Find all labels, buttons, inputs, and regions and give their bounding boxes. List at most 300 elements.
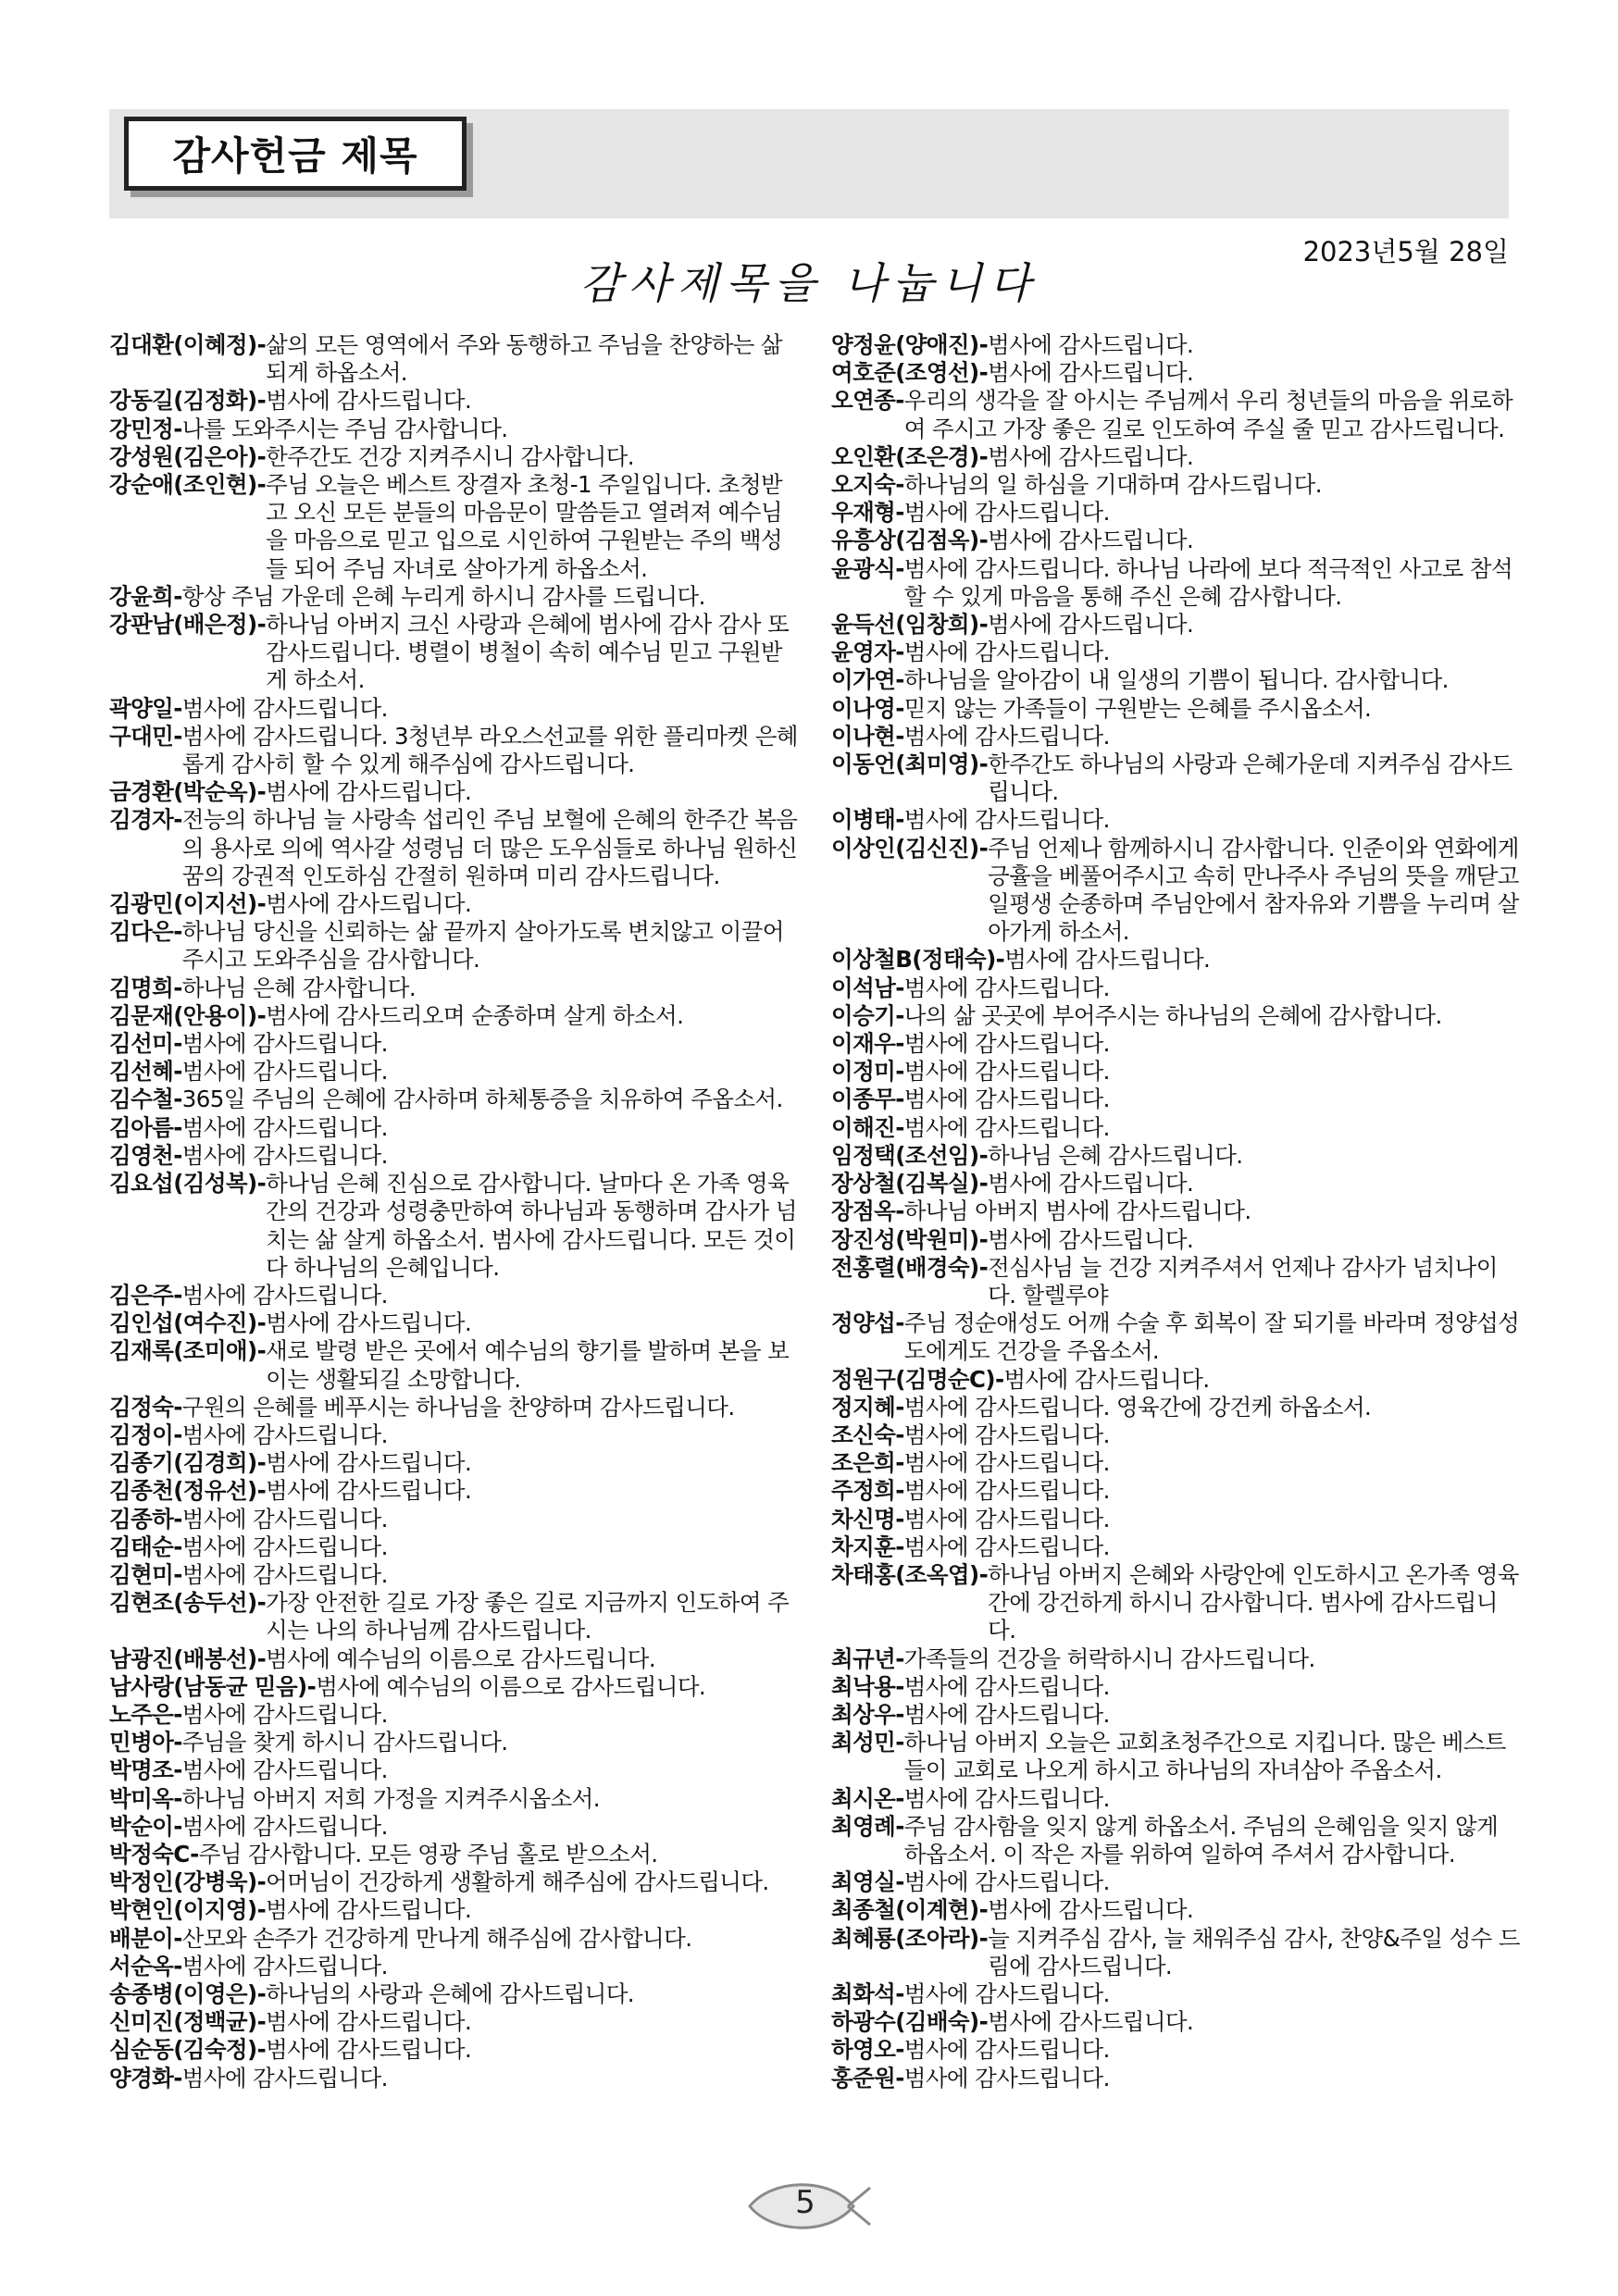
entry-message: 범사에 감사드립니다.	[903, 1449, 1110, 1477]
entry-name: 김정이-	[109, 1421, 182, 1448]
thanks-entry	[831, 1254, 1522, 1309]
entry-message: 범사에 감사드립니다.	[903, 639, 1110, 666]
entry-message: 범사에 감사드립니다.	[1003, 1365, 1210, 1393]
entry-name: 윤광식-	[831, 554, 904, 582]
entry-name: 남사랑(남동균 믿음)-	[109, 1672, 317, 1700]
entry-message: 범사에 감사드립니다.	[903, 722, 1110, 750]
thanks-entry	[831, 1813, 1522, 1868]
entry-message: 범사에 감사드립니다.	[988, 442, 1194, 470]
thanks-entry	[109, 1673, 800, 1701]
entry-message: 범사에 감사드립니다.	[903, 1700, 1110, 1728]
issue-date: 2023년5월 28일	[1302, 236, 1509, 267]
entry-name: 장점옥-	[831, 1198, 904, 1225]
entry-name: 하영오-	[831, 2036, 904, 2064]
thanks-entry	[831, 666, 1522, 694]
entry-message: 믿지 않는 가족들이 구원받는 은혜를 주시옵소서.	[903, 694, 1372, 722]
entry-name: 이가연-	[831, 666, 904, 694]
thanks-entry	[109, 1477, 800, 1505]
entry-message: 한주간도 하나님의 사랑과 은혜가운데 지켜주심 감사드립니다.	[988, 751, 1512, 806]
entry-name: 김종천(정유선)-	[109, 1477, 267, 1505]
entry-name: 차태홍(조옥엽)-	[831, 1560, 989, 1588]
entry-name: 최화석-	[831, 1980, 904, 2007]
entry-name: 김은주-	[109, 1281, 182, 1309]
entry-name: 양경화-	[109, 2064, 182, 2091]
entry-name: 구대민-	[109, 722, 182, 750]
entry-message: 범사에 감사드립니다.	[988, 1896, 1194, 1924]
thanks-entry	[831, 1925, 1522, 1980]
thanks-entry	[109, 695, 800, 723]
entry-name: 박순이-	[109, 1812, 182, 1840]
thanks-entry	[831, 443, 1522, 471]
entry-message: 범사에 감사드립니다.	[181, 1533, 388, 1560]
thanks-entry	[831, 359, 1522, 387]
entry-name: 이정미-	[831, 1058, 904, 1086]
thanks-entry	[831, 1785, 1522, 1813]
entry-name: 최영실-	[831, 1868, 904, 1896]
entry-message: 범사에 감사드립니다.	[903, 1980, 1110, 2007]
thanks-entry	[831, 1868, 1522, 1896]
entry-name: 윤득선(임창희)-	[831, 611, 989, 639]
entry-message: 하나님 은혜 감사드립니다.	[988, 1141, 1243, 1169]
entry-name: 강성원(김은아)-	[109, 442, 267, 470]
thanks-entry	[831, 835, 1522, 947]
entry-message: 전능의 하나님 늘 사랑속 섭리인 주님 보혈에 은혜의 한주간 복음의 용사로 의에 역사갈 성령님 더 많은 도우심들로 하나님 원하신 꿈의 강권적 인도하심 간절히 원하며 미리 감사드립니다.	[181, 806, 798, 889]
entry-name: 곽양일-	[109, 694, 182, 722]
thanks-entry	[109, 331, 800, 387]
entry-message: 나의 삶 곳곳에 부어주시는 하나님의 은혜에 감사합니다.	[903, 1001, 1442, 1029]
entry-message: 범사에 감사드립니다.	[903, 1113, 1110, 1141]
entry-message: 범사에 감사드립니다.	[181, 1030, 388, 1058]
entry-name: 강판남(배은정)-	[109, 611, 267, 639]
thanks-entry	[831, 1226, 1522, 1254]
thanks-entry	[831, 1058, 1522, 1086]
entry-message: 범사에 예수님의 이름으로 감사드립니다.	[266, 1644, 656, 1672]
entry-name: 김태순-	[109, 1533, 182, 1560]
entry-message: 범사에 감사드립니다.	[181, 1141, 388, 1169]
thanks-entry	[831, 1086, 1522, 1113]
entry-message: 범사에 감사드리오며 순종하며 살게 하소서.	[266, 1001, 684, 1029]
thanks-entry	[109, 2036, 800, 2064]
entry-message: 하나님 은혜 감사합니다.	[181, 974, 417, 1001]
entry-message: 전심사님 늘 건강 지켜주셔서 언제나 감사가 넘치나이다. 할렐루야	[988, 1253, 1498, 1309]
entry-name: 이해진-	[831, 1113, 904, 1141]
entry-message: 범사에 예수님의 이름으로 감사드립니다.	[316, 1672, 706, 1700]
section-subtitle: 감사제목을 나눕니다	[579, 258, 1039, 308]
entry-message: 구원의 은혜를 베푸시는 하나님을 찬양하며 감사드립니다.	[181, 1393, 735, 1421]
entry-name: 최시온-	[831, 1784, 904, 1812]
thanks-entry	[109, 1980, 800, 2008]
thanks-entry	[109, 611, 800, 695]
thanks-entry	[831, 527, 1522, 554]
page-number: 5	[795, 2184, 815, 2221]
entry-message: 주님 감사함을 잊지 않게 하옵소서. 주님의 은혜임을 잊지 않게 하옵소서. 이 작은 자를 위하여 일하여 주셔서 감사합니다.	[903, 1812, 1499, 1868]
entry-message: 범사에 감사드립니다.	[181, 1560, 388, 1588]
entry-message: 늘 지켜주심 감사, 늘 채워주심 감사, 찬양&주일 성수 드림에 감사드립니다.	[988, 1924, 1520, 1980]
entry-message: 하나님 은혜 진심으로 감사합니다. 날마다 온 가족 영육간의 건강과 성령충만하여 하나님과 동행하며 감사가 넘치는 삶 살게 하옵소서. 범사에 감사드립니다. 모든 것이 다 하나님의 은혜입니다.	[266, 1170, 797, 1281]
entry-message: 범사에 감사드립니다.	[181, 1281, 388, 1309]
entry-message: 범사에 감사드립니다.	[181, 1756, 388, 1784]
thanks-entry	[831, 1394, 1522, 1421]
thanks-entry	[831, 1142, 1522, 1170]
thanks-entry	[109, 1589, 800, 1644]
entry-name: 김인섭(여수진)-	[109, 1309, 267, 1337]
entry-message: 하나님 당신을 신뢰하는 삶 끝까지 살아가도록 변치않고 이끌어주시고 도와주심을 감사합니다.	[181, 918, 784, 974]
entry-name: 양정윤(양애진)-	[831, 331, 989, 358]
thanks-entry	[831, 1506, 1522, 1533]
entry-name: 최상우-	[831, 1700, 904, 1728]
entry-message: 범사에 감사드립니다.	[903, 1533, 1110, 1560]
thanks-entry	[831, 639, 1522, 666]
thanks-entry	[109, 1394, 800, 1421]
thanks-entry	[109, 1170, 800, 1282]
thanks-entry	[109, 918, 800, 974]
entry-message: 범사에 감사드립니다.	[181, 1700, 388, 1728]
thanks-entry	[109, 1868, 800, 1896]
entry-message: 범사에 감사드립니다.	[266, 2008, 472, 2036]
thanks-entry	[109, 1785, 800, 1813]
entry-name: 이상철B(정태숙)-	[831, 946, 1005, 974]
entry-name: 노주은-	[109, 1700, 182, 1728]
thanks-entry	[831, 1980, 1522, 2008]
entry-message: 범사에 감사드립니다.	[266, 1477, 472, 1505]
entry-name: 유흥상(김점옥)-	[831, 527, 989, 554]
entry-name: 김종하-	[109, 1505, 182, 1533]
thanks-entry	[831, 1561, 1522, 1645]
entry-message: 새로 발령 받은 곳에서 예수님의 향기를 발하며 본을 보이는 생활되길 소망합니다.	[266, 1337, 790, 1393]
entry-message: 범사에 감사드립니다.	[903, 806, 1110, 834]
thanks-entry	[109, 1506, 800, 1533]
entry-name: 이승기-	[831, 1001, 904, 1029]
thanks-entry	[109, 1729, 800, 1756]
entry-name: 강동길(김정화)-	[109, 387, 267, 415]
entry-name: 주정희-	[831, 1477, 904, 1505]
entry-message: 하나님을 알아감이 내 일생의 기쁨이 됩니다. 감사합니다.	[903, 666, 1449, 694]
entry-name: 정원구(김명순C)-	[831, 1365, 1004, 1393]
entry-name: 김수철-	[109, 1086, 182, 1113]
thanks-entry	[831, 1449, 1522, 1477]
entry-message: 범사에 감사드립니다.	[181, 1058, 388, 1086]
entry-message: 하나님의 사랑과 은혜에 감사드립니다.	[266, 1980, 634, 2007]
entry-name: 우재형-	[831, 499, 904, 527]
entry-name: 금경환(박순옥)-	[109, 778, 267, 806]
entry-name: 남광진(배봉선)-	[109, 1644, 267, 1672]
entry-name: 전홍렬(배경숙)-	[831, 1253, 989, 1281]
entry-message: 하나님 아버지 저희 가정을 지켜주시옵소서.	[181, 1784, 600, 1812]
entry-name: 이상인(김신진)-	[831, 834, 989, 862]
entry-name: 윤영자-	[831, 639, 904, 666]
thanks-entry	[109, 1896, 800, 1924]
entry-name: 강민정-	[109, 415, 182, 442]
thanks-entry	[831, 1896, 1522, 1924]
entry-message: 범사에 감사드립니다. 영육간에 강건케 하옵소서.	[903, 1393, 1372, 1421]
entry-name: 박현인(이지영)-	[109, 1896, 267, 1924]
entry-name: 오지숙-	[831, 471, 904, 499]
entry-message: 범사에 감사드립니다.	[181, 1421, 388, 1448]
entry-name: 최규년-	[831, 1644, 904, 1672]
thanks-entry	[831, 1477, 1522, 1505]
entry-name: 최성민-	[831, 1729, 904, 1756]
thanks-entry	[109, 471, 800, 583]
entry-message: 범사에 감사드립니다.	[266, 1449, 472, 1477]
entry-name: 김선혜-	[109, 1058, 182, 1086]
page-title: 감사헌금 제목	[124, 117, 467, 191]
entry-message: 범사에 감사드립니다.	[903, 1868, 1110, 1896]
entry-name: 오연종-	[831, 387, 904, 415]
entry-name: 최혜룡(조아라)-	[831, 1924, 989, 1952]
thanks-entry	[831, 499, 1522, 527]
thanks-entry	[831, 1645, 1522, 1673]
entry-name: 김경자-	[109, 806, 182, 834]
entry-message: 하나님 아버지 오늘은 교회초청주간으로 지킵니다. 많은 베스트들이 교회로 나오게 하시고 하나님의 자녀삼아 주옵소서.	[903, 1729, 1506, 1784]
entry-name: 최영례-	[831, 1812, 904, 1840]
entry-message: 범사에 감사드립니다.	[903, 1784, 1110, 1812]
entry-name: 박정숙C-	[109, 1840, 199, 1868]
entry-message: 하나님의 일 하심을 기대하며 감사드립니다.	[903, 471, 1322, 499]
thanks-entry	[831, 1701, 1522, 1729]
entry-message: 항상 주님 가운데 은혜 누리게 하시니 감사를 드립니다.	[181, 582, 705, 610]
thanks-entry	[109, 1841, 800, 1868]
entry-name: 송종병(이영은)-	[109, 1980, 267, 2007]
thanks-entry	[109, 443, 800, 471]
entry-name: 최종철(이계현)-	[831, 1896, 989, 1924]
thanks-entry	[831, 1030, 1522, 1058]
entry-message: 범사에 감사드립니다.	[181, 2064, 388, 2091]
thanks-entry	[109, 778, 800, 806]
thanks-entry	[831, 946, 1522, 974]
thanks-entry	[831, 387, 1522, 442]
thanks-entry	[109, 1114, 800, 1142]
thanks-entry	[831, 806, 1522, 834]
entry-message: 범사에 감사드립니다.	[903, 2064, 1110, 2091]
entry-message: 범사에 감사드립니다.	[903, 2036, 1110, 2064]
thanks-entry	[831, 1114, 1522, 1142]
entry-message: 나를 도와주시는 주님 감사합니다.	[181, 415, 508, 442]
entry-message: 범사에 감사드립니다.	[181, 694, 388, 722]
thanks-entry	[109, 1953, 800, 1980]
thanks-entry	[109, 1813, 800, 1841]
entry-name: 김정숙-	[109, 1393, 182, 1421]
entry-name: 장진성(박원미)-	[831, 1225, 989, 1253]
thanks-entry	[831, 723, 1522, 751]
entry-name: 심순동(김숙정)-	[109, 2036, 267, 2064]
entry-name: 박정인(강병욱)-	[109, 1868, 267, 1896]
entry-message: 범사에 감사드립니다.	[266, 2036, 472, 2064]
entry-name: 이석남-	[831, 974, 904, 1001]
entry-message: 범사에 감사드립니다.	[903, 1672, 1110, 1700]
entry-name: 이종무-	[831, 1086, 904, 1113]
thanks-entry	[109, 583, 800, 611]
entry-name: 강순애(조인현)-	[109, 471, 267, 499]
entry-message: 어머님이 건강하게 생활하게 해주심에 감사드립니다.	[266, 1868, 769, 1896]
entry-message: 범사에 감사드립니다.	[266, 890, 472, 918]
thanks-entry	[831, 1170, 1522, 1198]
entry-message: 범사에 감사드립니다.	[903, 1058, 1110, 1086]
entry-name: 신미진(정백균)-	[109, 2008, 267, 2036]
thanks-entry	[831, 1421, 1522, 1449]
entry-name: 김다은-	[109, 918, 182, 946]
thanks-entry	[109, 1337, 800, 1393]
entry-name: 임정택(조선임)-	[831, 1141, 989, 1169]
thanks-entry	[109, 1309, 800, 1337]
entry-message: 범사에 감사드립니다.	[903, 499, 1110, 527]
entry-message: 범사에 감사드립니다.	[903, 1086, 1110, 1113]
entry-name: 이나현-	[831, 722, 904, 750]
thanks-entry	[109, 1086, 800, 1113]
thanks-entry	[109, 890, 800, 918]
thanks-entry	[831, 331, 1522, 359]
entry-message: 범사에 감사드립니다.	[988, 611, 1194, 639]
entry-message: 범사에 감사드립니다.	[988, 331, 1194, 358]
entry-name: 김대환(이혜정)-	[109, 331, 267, 358]
entry-name: 최낙용-	[831, 1672, 904, 1700]
entry-name: 김선미-	[109, 1030, 182, 1058]
entry-name: 김영천-	[109, 1141, 182, 1169]
thanks-entry	[831, 555, 1522, 611]
entry-name: 하광수(김배숙)-	[831, 2008, 989, 2036]
thanks-entry	[831, 2036, 1522, 2064]
thanks-entry	[109, 387, 800, 415]
thanks-entry	[831, 1002, 1522, 1030]
entry-message: 범사에 감사드립니다.	[903, 974, 1110, 1001]
entry-message: 범사에 감사드립니다.	[181, 1505, 388, 1533]
entry-name: 박미옥-	[109, 1784, 182, 1812]
entry-message: 범사에 감사드립니다.	[988, 2008, 1194, 2036]
entry-message: 한주간도 건강 지켜주시니 감사합니다.	[266, 442, 634, 470]
thanks-entry	[109, 1701, 800, 1729]
entry-name: 정양섭-	[831, 1309, 904, 1337]
entry-name: 김광민(이지선)-	[109, 890, 267, 918]
entry-name: 김현미-	[109, 1560, 182, 1588]
entry-message: 우리의 생각을 잘 아시는 주님께서 우리 청년들의 마음을 위로하여 주시고 가장 좋은 길로 인도하여 주실 줄 믿고 감사드립니다.	[903, 387, 1513, 442]
entry-message: 하나님 아버지 범사에 감사드립니다.	[903, 1198, 1251, 1225]
thanks-entry	[831, 1309, 1522, 1365]
thanks-entry	[831, 695, 1522, 723]
thanks-entry	[109, 974, 800, 1002]
entry-message: 365일 주님의 은혜에 감사하며 하체통증을 치유하여 주옵소서.	[181, 1086, 783, 1113]
thanks-entry	[109, 1058, 800, 1086]
entry-name: 홍준원-	[831, 2064, 904, 2091]
entry-message: 범사에 감사드립니다. 하나님 나라에 보다 적극적인 사고로 참석할 수 있게 마음을 통해 주신 은혜 감사합니다.	[903, 554, 1513, 610]
thanks-entry	[109, 1449, 800, 1477]
thanks-entry	[109, 1282, 800, 1309]
thanks-entry	[831, 1729, 1522, 1784]
thanks-entry	[109, 2008, 800, 2036]
left-column	[109, 331, 800, 2092]
thanks-entry	[831, 611, 1522, 639]
entry-name: 서순옥-	[109, 1952, 182, 1980]
entry-message: 하나님 아버지 은혜와 사랑안에 인도하시고 온가족 영육간에 강건하게 하시니 감사합니다. 범사에 감사드립니다.	[988, 1560, 1519, 1644]
entry-message: 주님 언제나 함께하시니 감사합니다. 인준이와 연화에게 긍휼을 베풀어주시고 속히 만나주사 주님의 뜻을 깨닫고 일평생 순종하며 주님안에서 참자유와 기쁨을 누리며 살아가게 하소서.	[988, 834, 1519, 946]
entry-message: 범사에 감사드립니다.	[266, 387, 472, 415]
thanks-entry	[831, 2008, 1522, 2036]
entry-message: 범사에 감사드립니다.	[903, 1505, 1110, 1533]
thanks-entry	[831, 1533, 1522, 1561]
entry-name: 차지훈-	[831, 1533, 904, 1560]
thanks-entry	[831, 471, 1522, 499]
thanks-entry	[109, 1421, 800, 1449]
page-number-badge	[744, 2175, 874, 2238]
entry-message: 범사에 감사드립니다.	[266, 1309, 472, 1337]
entry-name: 오인환(조은경)-	[831, 442, 989, 470]
thanks-entry	[109, 723, 800, 778]
entry-name: 강윤희-	[109, 582, 182, 610]
entry-name: 김현조(송두선)-	[109, 1589, 267, 1617]
entry-message: 범사에 감사드립니다.	[903, 1477, 1110, 1505]
entry-message: 범사에 감사드립니다.	[903, 1030, 1110, 1058]
entry-name: 김문재(안용이)-	[109, 1001, 267, 1029]
entry-message: 범사에 감사드립니다.	[266, 778, 472, 806]
entry-name: 배분이-	[109, 1924, 182, 1952]
thanks-entry	[831, 1673, 1522, 1701]
thanks-entry	[109, 1030, 800, 1058]
entry-message: 가장 안전한 길로 가장 좋은 길로 지금까지 인도하여 주시는 나의 하나님께 감사드립니다.	[266, 1589, 790, 1644]
entry-message: 주님을 찾게 하시니 감사드립니다.	[181, 1729, 508, 1756]
entry-name: 이나영-	[831, 694, 904, 722]
thanks-entry	[109, 416, 800, 443]
entry-name: 차신명-	[831, 1505, 904, 1533]
thanks-entry	[109, 1142, 800, 1170]
thanks-entry	[109, 1756, 800, 1784]
entry-message: 주님 감사합니다. 모든 영광 주님 홀로 받으소서.	[198, 1840, 658, 1868]
entry-message: 주님 오늘은 베스트 장결자 초청-1 주일입니다. 초청받고 오신 모든 분들의 마음문이 말씀듣고 열려져 예수님을 마음으로 믿고 입으로 시인하여 구원받는 주의 백성들 되어 주님 자녀로 살아가게 하옵소서.	[266, 471, 783, 582]
thanks-entry	[831, 974, 1522, 1002]
thanks-entry	[109, 1645, 800, 1673]
entry-message: 주님 정순애성도 어깨 수술 후 회복이 잘 되기를 바라며 정양섭성도에게도 건강을 주옵소서.	[903, 1309, 1520, 1365]
thanks-entry	[109, 2065, 800, 2092]
entry-message: 삶의 모든 영역에서 주와 동행하고 주님을 찬양하는 삶 되게 하옵소서.	[266, 331, 782, 387]
entry-name: 장상철(김복실)-	[831, 1170, 989, 1198]
entry-name: 김아름-	[109, 1113, 182, 1141]
entry-message: 범사에 감사드립니다.	[181, 1812, 388, 1840]
entry-name: 김요섭(김성복)-	[109, 1170, 267, 1198]
entry-name: 정지혜-	[831, 1393, 904, 1421]
entry-message: 범사에 감사드립니다.	[181, 1113, 388, 1141]
entry-message: 하나님 아버지 크신 사랑과 은혜에 범사에 감사 감사 또 감사드립니다. 병렬이 병철이 속히 예수님 믿고 구원받게 하소서.	[266, 611, 790, 694]
thanks-entry	[109, 1533, 800, 1561]
entry-name: 이동언(최미영)-	[831, 751, 989, 778]
entry-name: 김명희-	[109, 974, 182, 1001]
entry-name: 조신숙-	[831, 1421, 904, 1448]
right-column	[831, 331, 1522, 2092]
thanks-entry	[831, 1366, 1522, 1394]
entry-message: 범사에 감사드립니다.	[1004, 946, 1211, 974]
entry-message: 범사에 감사드립니다. 3청년부 라오스선교를 위한 플리마켓 은혜롭게 감사히 할 수 있게 해주심에 감사드립니다.	[181, 722, 798, 778]
entry-name: 여호준(조영선)-	[831, 359, 989, 387]
entry-name: 조은희-	[831, 1449, 904, 1477]
entry-name: 김종기(김경희)-	[109, 1449, 267, 1477]
entry-name: 박명조-	[109, 1756, 182, 1784]
thanks-entry	[109, 1561, 800, 1589]
entry-message: 범사에 감사드립니다.	[181, 1952, 388, 1980]
thanks-entry	[831, 2065, 1522, 2092]
entry-message: 범사에 감사드립니다.	[903, 1421, 1110, 1448]
thanks-entry	[109, 1002, 800, 1030]
entry-name: 이병태-	[831, 806, 904, 834]
thanks-entry	[831, 751, 1522, 806]
thanks-entry	[109, 1925, 800, 1953]
entry-message: 가족들의 건강을 허락하시니 감사드립니다.	[903, 1644, 1315, 1672]
entry-message: 산모와 손주가 건강하게 만나게 해주심에 감사합니다.	[181, 1924, 692, 1952]
entry-message: 범사에 감사드립니다.	[988, 359, 1194, 387]
entry-name: 이재우-	[831, 1030, 904, 1058]
entry-message: 범사에 감사드립니다.	[988, 527, 1194, 554]
entry-message: 범사에 감사드립니다.	[988, 1170, 1194, 1198]
thanks-entry	[831, 1198, 1522, 1225]
thanks-entry	[109, 806, 800, 890]
entry-message: 범사에 감사드립니다.	[988, 1225, 1194, 1253]
entry-name: 김재록(조미애)-	[109, 1337, 267, 1365]
entry-name: 민병아-	[109, 1729, 182, 1756]
